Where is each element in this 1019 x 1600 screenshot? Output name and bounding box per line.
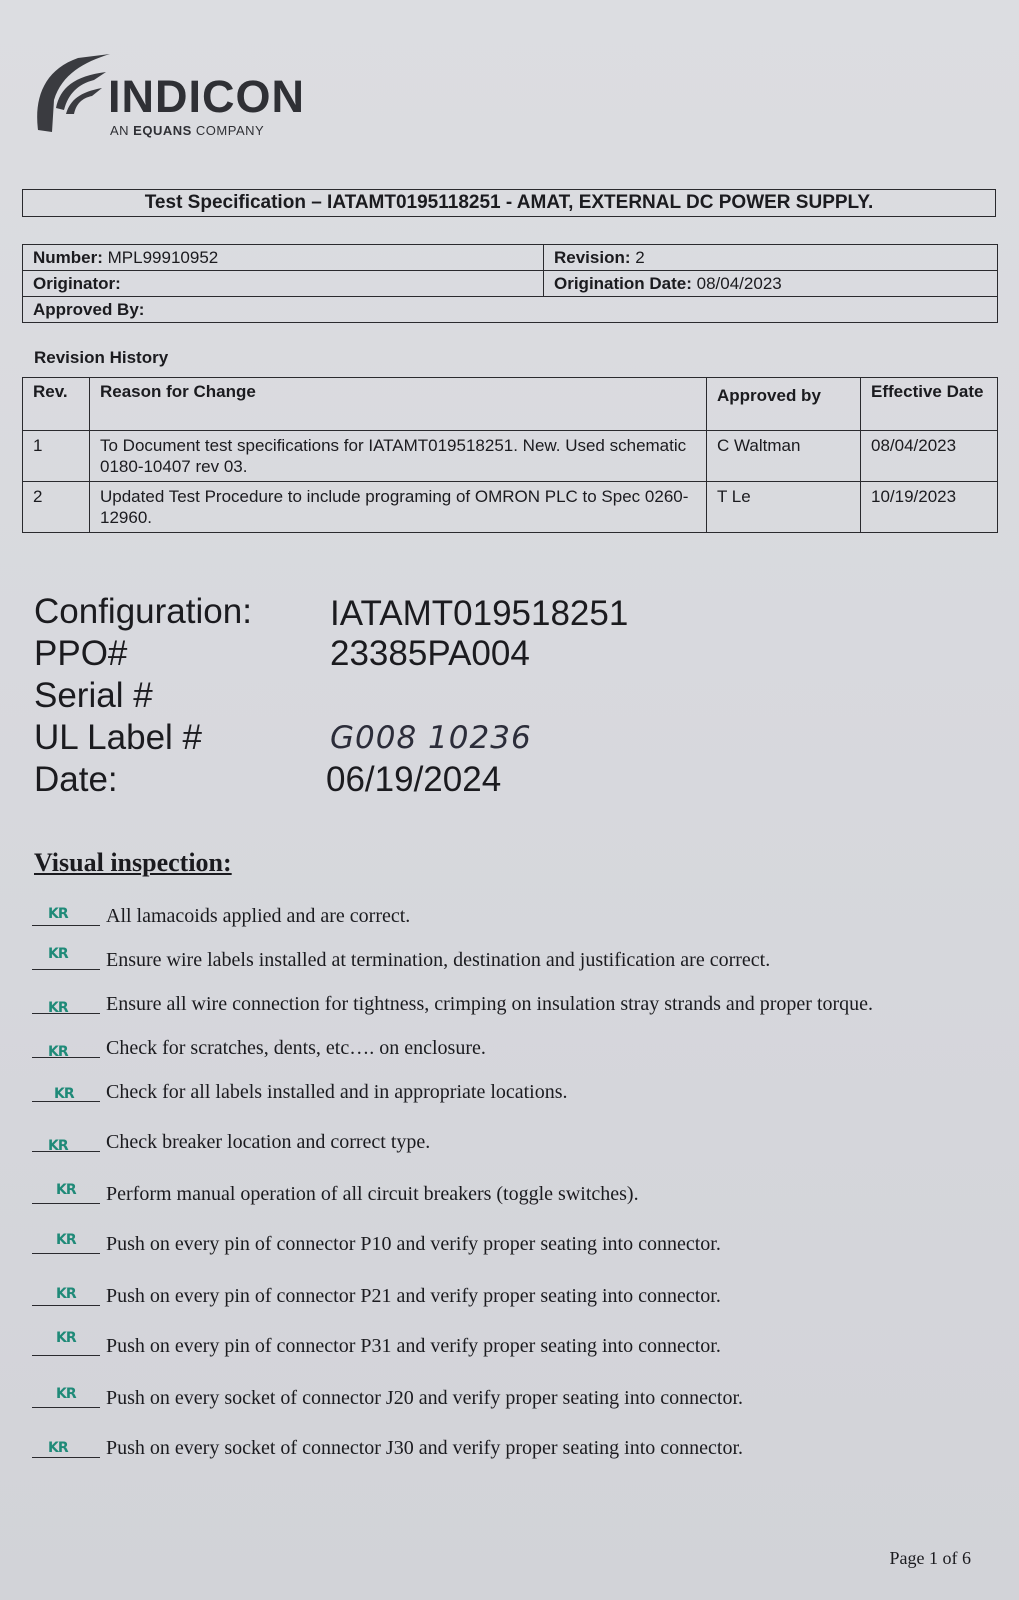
logo-wordmark: INDICON bbox=[108, 71, 305, 122]
checklist-item bbox=[32, 1380, 992, 1414]
visual-inspection-heading: Visual inspection: bbox=[34, 848, 232, 877]
initials-handwritten: KR bbox=[56, 1232, 76, 1248]
checklist-item-text: Ensure wire labels installed at termination, destination and justification are correct. bbox=[106, 949, 771, 971]
col-header-effective-date: Effective Date bbox=[861, 378, 998, 431]
checklist-item bbox=[32, 1074, 992, 1108]
col-header-reason: Reason for Change bbox=[90, 378, 707, 431]
document-info-table bbox=[22, 244, 998, 323]
date-value: 06/19/2024 bbox=[326, 760, 502, 799]
initials-handwritten: KR bbox=[48, 1440, 68, 1456]
initials-handwritten: KR bbox=[54, 1086, 74, 1102]
initials-handwritten: KR bbox=[56, 1286, 76, 1302]
checklist-item-text: Push on every pin of connector P10 and verify proper seating into connector. bbox=[106, 1233, 721, 1255]
ul-value-handwritten: G008 10236 bbox=[330, 720, 532, 756]
checklist-item bbox=[32, 1278, 992, 1312]
initials-handwritten: KR bbox=[56, 1386, 76, 1402]
checklist-item bbox=[32, 1176, 992, 1210]
checklist-item-text: Check for scratches, dents, etc…. on enclosure. bbox=[106, 1037, 486, 1059]
origination-date-value: 08/04/2023 bbox=[696, 273, 782, 293]
configuration-value: IATAMT019518251 bbox=[330, 594, 629, 633]
initials-handwritten: KR bbox=[48, 1138, 68, 1154]
checklist-item-text: Push on every socket of connector J30 and verify proper seating into connector. bbox=[106, 1437, 744, 1459]
ul-label: UL Label # bbox=[34, 718, 202, 757]
initials-handwritten: KR bbox=[48, 1000, 68, 1016]
date-label: Date: bbox=[34, 760, 118, 799]
checklist-item bbox=[32, 1430, 992, 1464]
initials-handwritten: KR bbox=[48, 1044, 68, 1060]
checklist-item bbox=[32, 1030, 992, 1064]
checklist-item bbox=[32, 1328, 992, 1362]
origination-date-cell: Origination Date: 08/04/2023 bbox=[544, 271, 998, 297]
approved-by-cell: Approved By: bbox=[23, 297, 998, 323]
logo-tagline: AN EQUANS COMPANY bbox=[110, 123, 265, 138]
checklist-item-text: All lamacoids applied and are correct. bbox=[106, 905, 411, 927]
revision-history-table bbox=[22, 377, 998, 533]
checklist-item-text: Ensure all wire connection for tightness, crimping on insulation stray strands and proper torque. bbox=[106, 993, 874, 1015]
checklist-item-text: Push on every socket of connector J20 and verify proper seating into connector. bbox=[106, 1387, 744, 1409]
revision-history-title: Revision History bbox=[34, 348, 169, 367]
revision-cell: Revision: 2 bbox=[544, 245, 998, 271]
col-header-rev: Rev. bbox=[23, 378, 90, 431]
company-logo bbox=[32, 48, 362, 138]
checklist-item bbox=[32, 898, 992, 932]
checklist-item-text: Check breaker location and correct type. bbox=[106, 1131, 431, 1153]
number-value: MPL99910952 bbox=[107, 247, 219, 267]
checklist-item bbox=[32, 942, 992, 976]
configuration-label: Configuration: bbox=[34, 592, 252, 631]
document-title: Test Specification – IATAMT0195118251 - AMAT, EXTERNAL DC POWER SUPPLY. bbox=[22, 189, 996, 217]
checklist-item-text: Push on every pin of connector P21 and verify proper seating into connector. bbox=[106, 1285, 721, 1307]
checklist-item-text: Perform manual operation of all circuit breakers (toggle switches). bbox=[106, 1183, 639, 1205]
ppo-value: 23385PA004 bbox=[330, 634, 530, 673]
initials-handwritten: KR bbox=[56, 1182, 76, 1198]
col-header-approved-by: Approved by bbox=[707, 378, 861, 431]
initials-handwritten: KR bbox=[48, 906, 68, 922]
number-cell: Number: MPL99910952 bbox=[23, 245, 544, 271]
originator-cell: Originator: bbox=[23, 271, 544, 297]
checklist-item bbox=[32, 1124, 992, 1158]
serial-label: Serial # bbox=[34, 676, 153, 715]
logo-swoosh-icon bbox=[32, 48, 112, 138]
checklist-item bbox=[32, 986, 992, 1020]
table-row: 1 To Document test specifications for IATAMT019518251. New. Used schematic 0180-10407 rev 03. C Waltman 08/04/2023 bbox=[23, 431, 998, 482]
initials-handwritten: KR bbox=[56, 1330, 76, 1346]
page-number: Page 1 of 6 bbox=[889, 1548, 971, 1568]
checklist-item-text: Check for all labels installed and in appropriate locations. bbox=[106, 1081, 568, 1103]
initials-handwritten: KR bbox=[48, 946, 68, 962]
ppo-label: PPO# bbox=[34, 634, 128, 673]
revision-value: 2 bbox=[635, 247, 645, 267]
checklist-item bbox=[32, 1226, 992, 1260]
table-row: 2 Updated Test Procedure to include programing of OMRON PLC to Spec 0260-12960. T Le 10/19/2023 bbox=[23, 482, 998, 533]
checklist-item-text: Push on every pin of connector P31 and verify proper seating into connector. bbox=[106, 1335, 721, 1357]
